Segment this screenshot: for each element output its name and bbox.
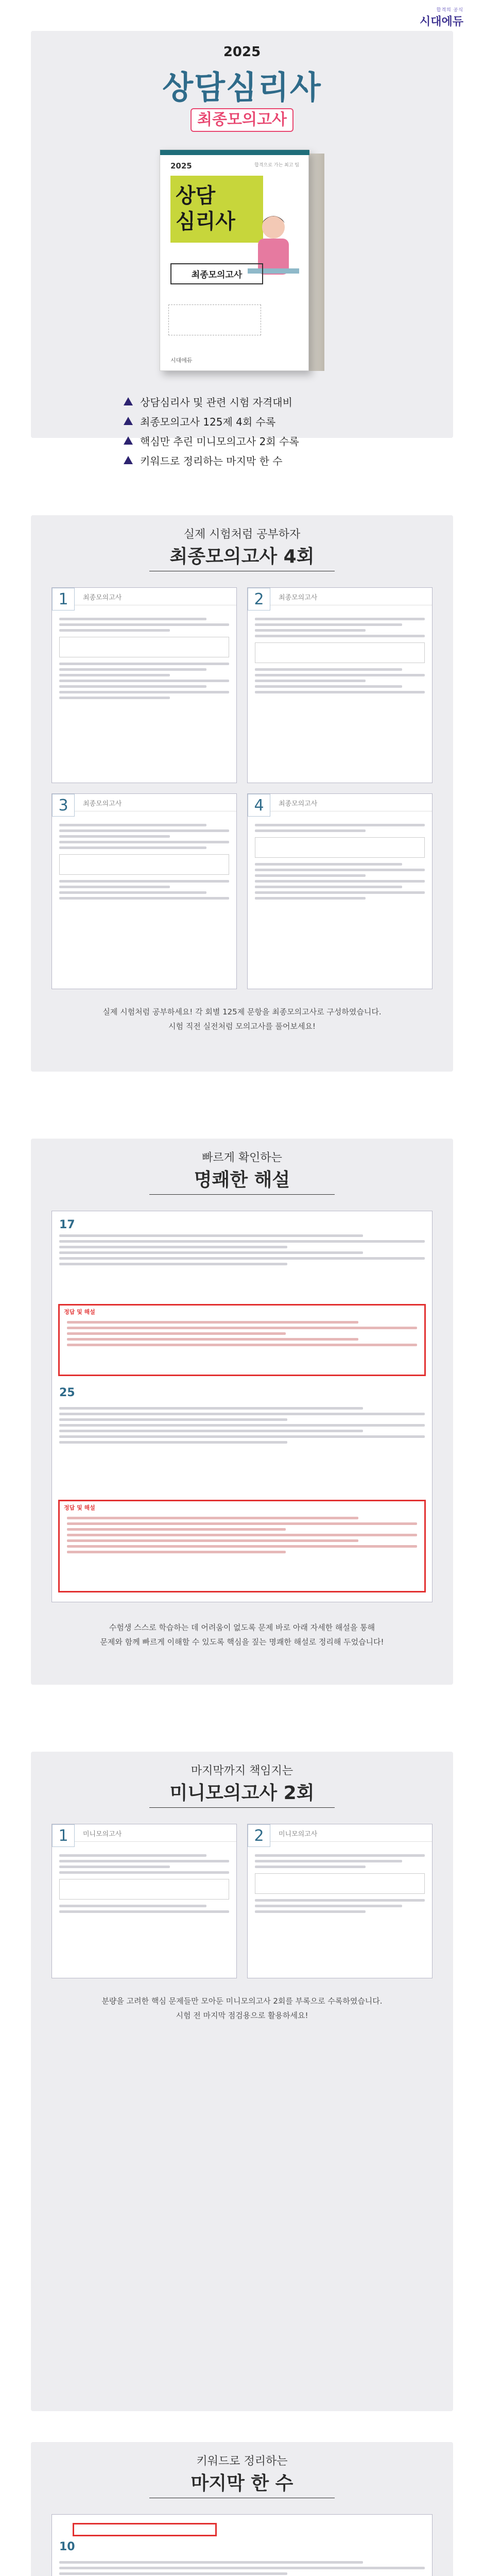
section-explanation	[31, 1139, 453, 1685]
exam-page-3: 3 최종모의고사	[51, 793, 237, 989]
question-number: 25	[59, 1386, 75, 1399]
book-front	[160, 149, 309, 371]
brand-logo[interactable]	[420, 6, 463, 29]
section-description: 분량을 고려한 핵심 문제들만 모아둔 미니모의고사 2회를 부록으로 수록하였습니다. 시험 전 마지막 점검용으로 활용하세요!	[101, 1996, 383, 2020]
book-cover	[160, 149, 330, 376]
section-description: 실제 시험처럼 공부하세요! 각 회별 125제 문항을 최종모의고사로 구성하였습니다. 시험 직전 실전처럼 모의고사를 풀어보세요!	[102, 1007, 382, 1031]
answer-box: 정답 및 해설	[58, 1304, 426, 1376]
exam-page-2: 2 최종모의고사	[247, 587, 433, 783]
section-kicker: 빠르게 확인하는	[202, 1151, 282, 1164]
book-spine	[309, 154, 324, 371]
section-keywords	[31, 2442, 453, 2576]
feature-item: 상담심리사 및 관련 시험 자격대비	[124, 392, 360, 411]
section-title: 명쾌한 해설	[194, 1170, 290, 1191]
exam-page-1: 1 최종모의고사	[51, 587, 237, 783]
keyword-page	[51, 2514, 433, 2576]
mini-exam-page-2: 2 미니모의고사	[247, 1824, 433, 1978]
book-badge	[168, 304, 261, 335]
section-description: 수험생 스스로 학습하는 데 어려움이 없도록 문제 바로 아래 자세한 해설을 통해 문제와 함께 빠르게 이해할 수 있도록 핵심을 짚는 명쾌한 해설로 정리해 두었습니다!	[100, 1623, 384, 1647]
triangle-bullet-icon	[124, 417, 133, 425]
feature-item: 키워드로 정리하는 마지막 한 수	[124, 450, 360, 470]
hero-title: 상담심리사	[162, 69, 322, 106]
explanation-page	[51, 1211, 433, 1602]
exam-page-4: 4 최종모의고사	[247, 793, 433, 989]
section-final-exam	[31, 515, 453, 1072]
section-title: 최종모의고사 4회	[169, 546, 315, 567]
top-header	[0, 0, 484, 31]
book-title: 상담 심리사	[170, 176, 263, 243]
question-number: 10	[59, 2540, 75, 2553]
answer-box: 정답 및 해설	[58, 1500, 426, 1592]
section-title: 마지막 한 수	[191, 2473, 293, 2494]
mini-exam-page-1: 1 미니모의고사	[51, 1824, 237, 1978]
brand-name: 시대에듀	[419, 15, 463, 28]
feature-item: 핵심만 추린 미니모의고사 2회 수록	[124, 431, 360, 450]
book-year: 2025	[170, 161, 192, 171]
keyword-tag	[73, 2523, 217, 2536]
feature-item: 최종모의고사 125제 4회 수록	[124, 411, 360, 431]
hero-year: 2025	[223, 44, 261, 60]
brand-tagline: 합격의 공식	[436, 8, 463, 13]
triangle-bullet-icon	[124, 436, 133, 445]
book-publisher: 시대에듀	[170, 357, 193, 364]
section-mini-exam	[31, 1752, 453, 2411]
book-tagline: 합격으로 가는 최고 팁	[254, 163, 299, 168]
section-kicker: 마지막까지 책임지는	[191, 1765, 293, 1777]
triangle-bullet-icon	[124, 397, 133, 405]
book-subtitle: 최종모의고사	[170, 263, 263, 284]
hero-section	[31, 31, 453, 467]
section-kicker: 실제 시험처럼 공부하자	[183, 528, 301, 541]
feature-list	[124, 392, 360, 470]
triangle-bullet-icon	[124, 456, 133, 464]
hero-subtitle: 최종모의고사	[191, 108, 293, 132]
question-number: 17	[59, 1218, 75, 1231]
section-title: 미니모의고사 2회	[169, 1783, 315, 1804]
section-kicker: 키워드로 정리하는	[196, 2455, 288, 2468]
